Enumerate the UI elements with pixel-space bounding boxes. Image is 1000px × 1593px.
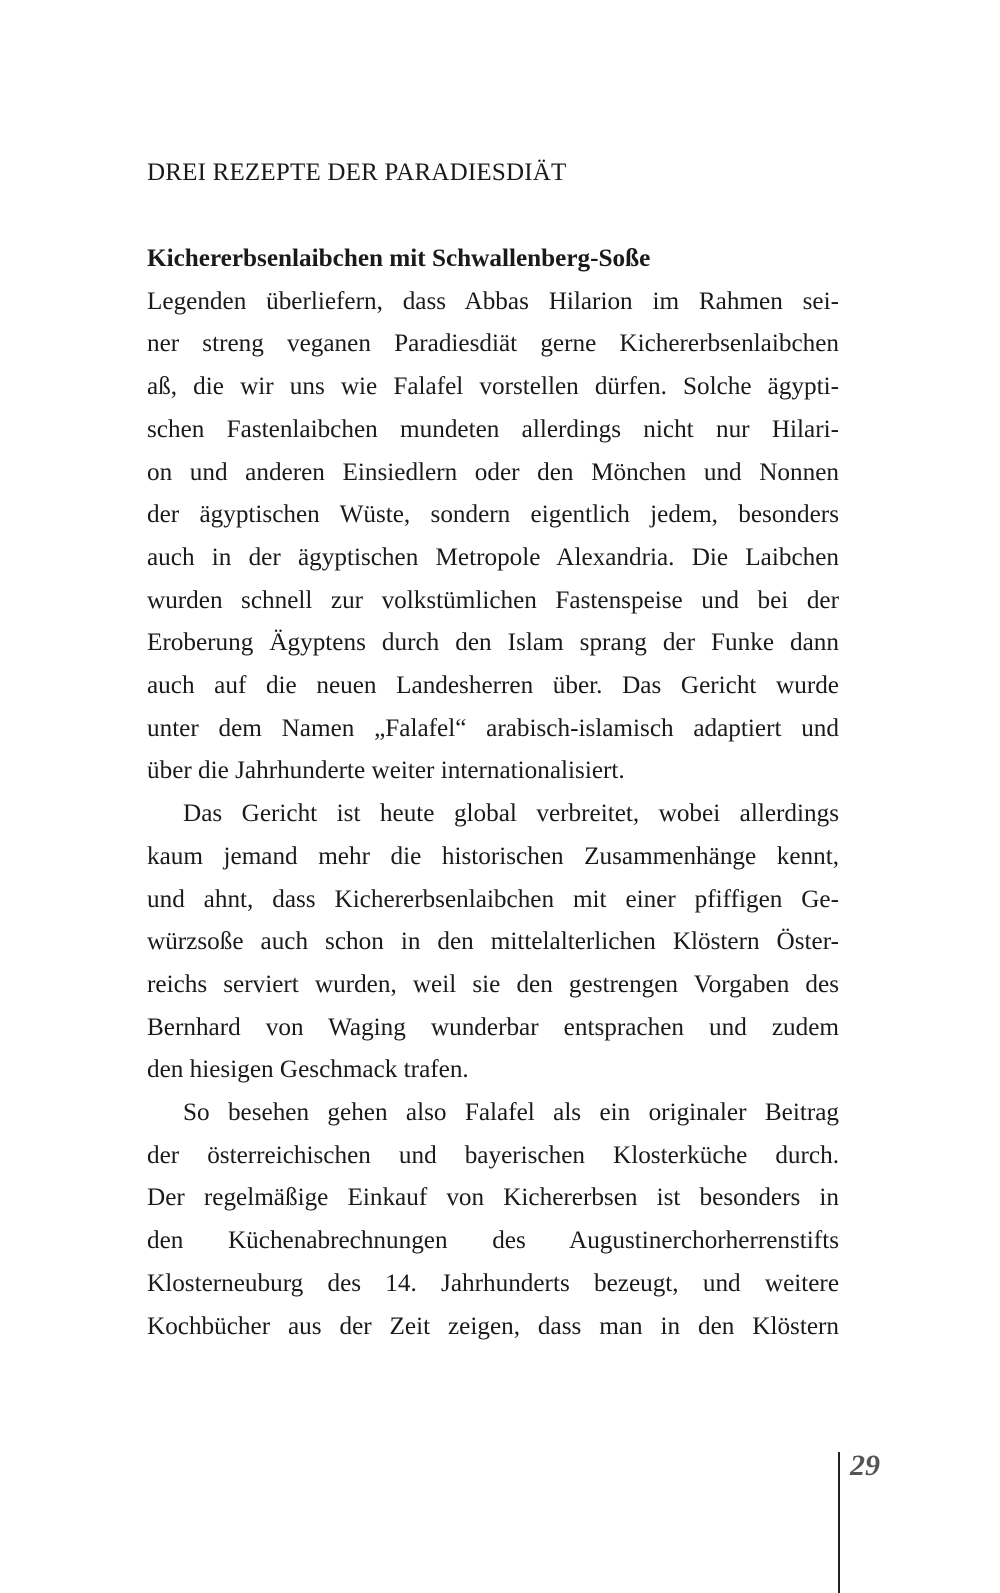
text-line: aß, die wir uns wie Falafel vorstellen dürfen. Solche ägypti- (147, 373, 839, 401)
text-line: über die Jahrhunderte weiter internationalisiert. (147, 757, 625, 785)
body-text (147, 238, 839, 1348)
text-line: Klosterneuburg des 14. Jahrhunderts bezeugt, und weitere (147, 1269, 839, 1297)
text-line: Der regelmäßige Einkauf von Kichererbsen ist besonders in (147, 1184, 839, 1212)
text-line: auch auf die neuen Landesherren über. Das Gericht wurde (147, 672, 839, 700)
text-line: So besehen gehen also Falafel als ein originaler Beitrag (183, 1099, 839, 1127)
text-line: Kochbücher aus der Zeit zeigen, dass man in den Klöstern (147, 1312, 839, 1340)
paragraph-3 (147, 1092, 839, 1348)
text-line: und ahnt, dass Kichererbsenlaibchen mit einer pfiffigen Ge- (147, 885, 839, 913)
text-line: den hiesigen Geschmack trafen. (147, 1056, 469, 1084)
text-line: on und anderen Einsiedlern oder den Mönchen und Nonnen (147, 458, 839, 486)
text-line: Bernhard von Waging wunderbar entsprachen und zudem (147, 1013, 839, 1041)
text-line: den Küchenabrechnungen des Augustinerchorherrenstifts (147, 1227, 839, 1255)
text-line: wurden schnell zur volkstümlichen Fastenspeise und bei der (147, 586, 839, 614)
text-line: Das Gericht ist heute global verbreitet, wobei allerdings (183, 800, 839, 828)
text-line: kaum jemand mehr die historischen Zusammenhänge kennt, (147, 842, 839, 870)
text-line: Eroberung Ägyptens durch den Islam sprang der Funke dann (147, 629, 839, 657)
text-line: der österreichischen und bayerischen Klosterküche durch. (147, 1141, 839, 1169)
folio-divider (838, 1452, 840, 1593)
text-line: unter dem Namen „Falafel“ arabisch-islamisch adaptiert und (147, 714, 839, 742)
text-line: Legenden überliefern, dass Abbas Hilarion im Rahmen sei- (147, 287, 839, 315)
text-line: ner streng veganen Paradiesdiät gerne Kichererbsenlaibchen (147, 330, 839, 358)
recipe-title: Kichererbsenlaibchen mit Schwallenberg-Soße (147, 245, 651, 272)
paragraph-2 (147, 793, 839, 1092)
paragraph-1 (147, 281, 839, 793)
text-line: der ägyptischen Wüste, sondern eigentlich jedem, besonders (147, 501, 839, 529)
page-number: 29 (850, 1449, 880, 1482)
text-line: reichs serviert wurden, weil sie den gestrengen Vorgaben des (147, 970, 839, 998)
text-line: auch in der ägyptischen Metropole Alexandria. Die Laibchen (147, 543, 839, 571)
text-line: schen Fastenlaibchen mundeten allerdings nicht nur Hilari- (147, 415, 839, 443)
running-head: DREI REZEPTE DER PARADIESDIÄT (147, 159, 567, 186)
text-line: würzsoße auch schon in den mittelalterlichen Klöstern Öster- (147, 928, 839, 956)
